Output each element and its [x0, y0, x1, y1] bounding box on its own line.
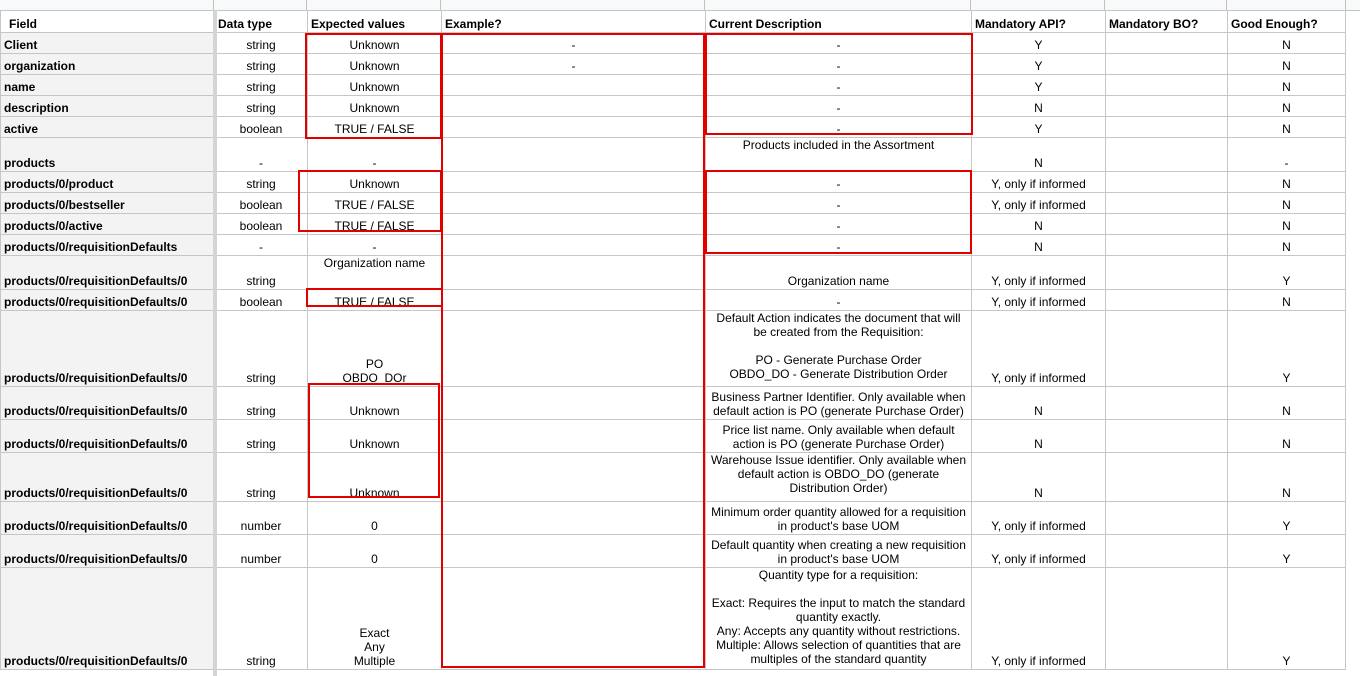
- table-row: [1, 420, 1346, 453]
- mandatory-bo-cell[interactable]: [1106, 138, 1228, 172]
- example-cell[interactable]: [442, 138, 706, 172]
- header-row: [1, 11, 1346, 33]
- table-row: [1, 387, 1346, 420]
- table-row: [1, 256, 1346, 290]
- mandatory-bo-cell[interactable]: [1106, 214, 1228, 235]
- good-enough-cell[interactable]: N: [1228, 235, 1346, 256]
- mandatory-api-cell[interactable]: N: [972, 387, 1106, 420]
- description-cell[interactable]: -: [706, 172, 972, 193]
- expected-values-cell[interactable]: TRUE / FALSE: [308, 193, 442, 214]
- example-cell[interactable]: [442, 172, 706, 193]
- good-enough-cell[interactable]: N: [1228, 193, 1346, 214]
- mandatory-api-cell[interactable]: Y, only if informed: [972, 290, 1106, 311]
- column-header-f[interactable]: [971, 0, 1105, 10]
- data-type-cell[interactable]: string: [215, 33, 308, 54]
- good-enough-cell[interactable]: Y: [1228, 311, 1346, 387]
- good-enough-cell[interactable]: Y: [1228, 256, 1346, 290]
- mandatory-api-cell[interactable]: N: [972, 235, 1106, 256]
- mandatory-bo-cell[interactable]: [1106, 235, 1228, 256]
- data-type-cell[interactable]: string: [215, 256, 308, 290]
- expected-values-cell[interactable]: -: [308, 138, 442, 172]
- data-type-cell[interactable]: boolean: [215, 193, 308, 214]
- column-header-g[interactable]: [1105, 0, 1227, 10]
- expected-values-cell[interactable]: TRUE / FALSE: [308, 214, 442, 235]
- good-enough-cell[interactable]: N: [1228, 420, 1346, 453]
- data-type-cell[interactable]: number: [215, 502, 308, 535]
- data-type-cell[interactable]: string: [215, 75, 308, 96]
- mandatory-bo-cell[interactable]: [1106, 117, 1228, 138]
- mandatory-bo-cell[interactable]: [1106, 172, 1228, 193]
- expected-values-cell[interactable]: 0: [308, 502, 442, 535]
- mandatory-api-cell[interactable]: Y: [972, 117, 1106, 138]
- expected-values-cell[interactable]: 0: [308, 535, 442, 568]
- description-cell[interactable]: Default quantity when creating a new requisition in product's base UOM: [706, 535, 972, 568]
- field-cell[interactable]: products/0/product: [1, 172, 215, 193]
- expected-values-cell[interactable]: -: [308, 235, 442, 256]
- example-cell[interactable]: [442, 420, 706, 453]
- sheet-body: [1, 11, 1346, 670]
- example-cell[interactable]: -: [442, 54, 706, 75]
- data-type-cell[interactable]: -: [215, 235, 308, 256]
- data-type-cell[interactable]: boolean: [215, 290, 308, 311]
- good-enough-cell[interactable]: -: [1228, 138, 1346, 172]
- spreadsheet-grid: [0, 10, 1346, 670]
- mandatory-api-cell[interactable]: N: [972, 96, 1106, 117]
- mandatory-bo-cell[interactable]: [1106, 290, 1228, 311]
- good-enough-cell[interactable]: N: [1228, 290, 1346, 311]
- mandatory-api-cell[interactable]: N: [972, 420, 1106, 453]
- expected-values-cell[interactable]: Exact Any Multiple: [308, 568, 442, 670]
- field-cell[interactable]: products/0/bestseller: [1, 193, 215, 214]
- table-row: [1, 290, 1346, 311]
- expected-values-cell[interactable]: TRUE / FALSE: [308, 117, 442, 138]
- description-cell[interactable]: -: [706, 235, 972, 256]
- field-cell[interactable]: name: [1, 75, 215, 96]
- column-header-h[interactable]: [1227, 0, 1346, 10]
- data-type-cell[interactable]: boolean: [215, 214, 308, 235]
- data-type-cell[interactable]: -: [215, 138, 308, 172]
- data-type-cell[interactable]: string: [215, 387, 308, 420]
- header-field[interactable]: Field: [1, 11, 215, 33]
- table-row: [1, 96, 1346, 117]
- expected-values-cell[interactable]: Unknown: [308, 54, 442, 75]
- good-enough-cell[interactable]: N: [1228, 117, 1346, 138]
- example-cell[interactable]: [442, 535, 706, 568]
- example-cell[interactable]: [442, 502, 706, 535]
- mandatory-bo-cell[interactable]: [1106, 96, 1228, 117]
- frozen-column-divider[interactable]: [213, 10, 217, 676]
- description-cell[interactable]: -: [706, 290, 972, 311]
- field-cell[interactable]: products/0/requisitionDefaults/0: [1, 502, 215, 535]
- spreadsheet-table: [0, 10, 1346, 670]
- example-cell[interactable]: -: [442, 33, 706, 54]
- example-cell[interactable]: [442, 193, 706, 214]
- mandatory-bo-cell[interactable]: [1106, 535, 1228, 568]
- data-type-cell[interactable]: string: [215, 453, 308, 502]
- column-header-a[interactable]: [0, 0, 214, 10]
- description-cell[interactable]: Business Partner Identifier. Only available when default action is PO (generate Purchase Order): [706, 387, 972, 420]
- good-enough-cell[interactable]: N: [1228, 33, 1346, 54]
- field-cell[interactable]: products/0/requisitionDefaults/0: [1, 256, 215, 290]
- header-good-enough[interactable]: Good Enough?: [1228, 11, 1346, 33]
- mandatory-bo-cell[interactable]: [1106, 311, 1228, 387]
- good-enough-cell[interactable]: Y: [1228, 568, 1346, 670]
- good-enough-cell[interactable]: N: [1228, 75, 1346, 96]
- example-cell[interactable]: [442, 235, 706, 256]
- mandatory-bo-cell[interactable]: [1106, 33, 1228, 54]
- expected-values-cell[interactable]: Unknown: [308, 172, 442, 193]
- expected-values-cell[interactable]: Unknown: [308, 75, 442, 96]
- example-cell[interactable]: [442, 96, 706, 117]
- good-enough-cell[interactable]: N: [1228, 96, 1346, 117]
- table-row: [1, 193, 1346, 214]
- column-header-d[interactable]: [441, 0, 705, 10]
- table-row: [1, 75, 1346, 96]
- mandatory-api-cell[interactable]: N: [972, 138, 1106, 172]
- mandatory-bo-cell[interactable]: [1106, 420, 1228, 453]
- example-cell[interactable]: [442, 256, 706, 290]
- field-cell[interactable]: products/0/requisitionDefaults/0: [1, 453, 215, 502]
- mandatory-api-cell[interactable]: Y: [972, 33, 1106, 54]
- table-row: [1, 502, 1346, 535]
- example-cell[interactable]: [442, 290, 706, 311]
- description-cell[interactable]: -: [706, 214, 972, 235]
- field-cell[interactable]: products/0/active: [1, 214, 215, 235]
- column-header-c[interactable]: [307, 0, 441, 10]
- description-cell[interactable]: -: [706, 33, 972, 54]
- description-cell[interactable]: Price list name. Only available when default action is PO (generate Purchase Order): [706, 420, 972, 453]
- table-row: [1, 214, 1346, 235]
- mandatory-bo-cell[interactable]: [1106, 453, 1228, 502]
- mandatory-bo-cell[interactable]: [1106, 502, 1228, 535]
- field-cell[interactable]: products/0/requisitionDefaults/0: [1, 290, 215, 311]
- good-enough-cell[interactable]: Y: [1228, 502, 1346, 535]
- data-type-cell[interactable]: string: [215, 420, 308, 453]
- mandatory-api-cell[interactable]: Y, only if informed: [972, 256, 1106, 290]
- table-row: [1, 453, 1346, 502]
- field-cell[interactable]: Client: [1, 33, 215, 54]
- good-enough-cell[interactable]: N: [1228, 54, 1346, 75]
- data-type-cell[interactable]: string: [215, 568, 308, 670]
- mandatory-bo-cell[interactable]: [1106, 256, 1228, 290]
- example-cell[interactable]: [442, 117, 706, 138]
- table-row: [1, 54, 1346, 75]
- mandatory-api-cell[interactable]: N: [972, 453, 1106, 502]
- mandatory-api-cell[interactable]: Y, only if informed: [972, 172, 1106, 193]
- column-header-e[interactable]: [705, 0, 971, 10]
- field-cell[interactable]: organization: [1, 54, 215, 75]
- example-cell[interactable]: [442, 453, 706, 502]
- description-cell[interactable]: -: [706, 54, 972, 75]
- field-cell[interactable]: products: [1, 138, 215, 172]
- good-enough-cell[interactable]: N: [1228, 172, 1346, 193]
- table-row: [1, 138, 1346, 172]
- data-type-cell[interactable]: string: [215, 96, 308, 117]
- description-cell[interactable]: Warehouse Issue identifier. Only available when default action is OBDO_DO (generate Distribution Order): [706, 453, 972, 502]
- mandatory-api-cell[interactable]: Y, only if informed: [972, 193, 1106, 214]
- good-enough-cell[interactable]: N: [1228, 387, 1346, 420]
- table-row: [1, 568, 1346, 670]
- expected-values-cell[interactable]: Unknown: [308, 453, 442, 502]
- example-cell[interactable]: [442, 568, 706, 670]
- mandatory-api-cell[interactable]: N: [972, 214, 1106, 235]
- header-data-type[interactable]: Data type: [215, 11, 308, 33]
- expected-values-cell[interactable]: Unknown: [308, 420, 442, 453]
- field-cell[interactable]: products/0/requisitionDefaults/0: [1, 387, 215, 420]
- data-type-cell[interactable]: string: [215, 54, 308, 75]
- expected-values-cell[interactable]: Unknown: [308, 33, 442, 54]
- good-enough-cell[interactable]: N: [1228, 453, 1346, 502]
- example-cell[interactable]: [442, 75, 706, 96]
- mandatory-api-cell[interactable]: Y, only if informed: [972, 311, 1106, 387]
- mandatory-bo-cell[interactable]: [1106, 54, 1228, 75]
- description-cell[interactable]: Quantity type for a requisition: Exact: Requires the input to match the standard quantity exactly. Any: Accepts any quantity without restrictions. Multiple: Allows selection of quantities that are multiples of the standard quantity: [706, 568, 972, 670]
- mandatory-api-cell[interactable]: Y: [972, 75, 1106, 96]
- example-cell[interactable]: [442, 387, 706, 420]
- field-cell[interactable]: products/0/requisitionDefaults/0: [1, 420, 215, 453]
- description-cell[interactable]: Minimum order quantity allowed for a requisition in product's base UOM: [706, 502, 972, 535]
- field-cell[interactable]: products/0/requisitionDefaults/0: [1, 535, 215, 568]
- expected-values-cell[interactable]: TRUE / FALSE: [308, 290, 442, 311]
- field-cell[interactable]: products/0/requisitionDefaults: [1, 235, 215, 256]
- mandatory-bo-cell[interactable]: [1106, 568, 1228, 670]
- table-row: [1, 535, 1346, 568]
- good-enough-cell[interactable]: N: [1228, 214, 1346, 235]
- field-cell[interactable]: products/0/requisitionDefaults/0: [1, 311, 215, 387]
- mandatory-api-cell[interactable]: Y: [972, 54, 1106, 75]
- description-cell[interactable]: Products included in the Assortment: [706, 138, 972, 172]
- mandatory-bo-cell[interactable]: [1106, 75, 1228, 96]
- good-enough-cell[interactable]: Y: [1228, 535, 1346, 568]
- column-header-b[interactable]: [214, 0, 307, 10]
- table-row: [1, 311, 1346, 387]
- mandatory-bo-cell[interactable]: [1106, 387, 1228, 420]
- header-mandatory-api[interactable]: Mandatory API?: [972, 11, 1106, 33]
- mandatory-bo-cell[interactable]: [1106, 193, 1228, 214]
- expected-values-cell[interactable]: Organization name: [308, 256, 442, 290]
- description-cell[interactable]: -: [706, 75, 972, 96]
- table-row: [1, 172, 1346, 193]
- data-type-cell[interactable]: number: [215, 535, 308, 568]
- data-type-cell[interactable]: string: [215, 311, 308, 387]
- header-current-description[interactable]: Current Description: [706, 11, 972, 33]
- description-cell[interactable]: -: [706, 193, 972, 214]
- expected-values-cell[interactable]: PO OBDO_DOr: [308, 311, 442, 387]
- header-expected-values[interactable]: Expected values: [308, 11, 442, 33]
- header-example[interactable]: Example?: [442, 11, 706, 33]
- expected-values-cell[interactable]: Unknown: [308, 96, 442, 117]
- field-cell[interactable]: products/0/requisitionDefaults/0: [1, 568, 215, 670]
- data-type-cell[interactable]: string: [215, 172, 308, 193]
- expected-values-cell[interactable]: Unknown: [308, 387, 442, 420]
- example-cell[interactable]: [442, 214, 706, 235]
- description-cell[interactable]: Default Action indicates the document that will be created from the Requisition: PO - Generate Purchase Order OBDO_DO - Generate Distribution Order: [706, 311, 972, 387]
- field-cell[interactable]: description: [1, 96, 215, 117]
- description-cell[interactable]: Organization name: [706, 256, 972, 290]
- description-cell[interactable]: -: [706, 96, 972, 117]
- description-cell[interactable]: -: [706, 117, 972, 138]
- table-row: [1, 117, 1346, 138]
- field-cell[interactable]: active: [1, 117, 215, 138]
- table-row: [1, 235, 1346, 256]
- example-cell[interactable]: [442, 311, 706, 387]
- mandatory-api-cell[interactable]: Y, only if informed: [972, 535, 1106, 568]
- table-row: [1, 33, 1346, 54]
- mandatory-api-cell[interactable]: Y, only if informed: [972, 568, 1106, 670]
- data-type-cell[interactable]: boolean: [215, 117, 308, 138]
- mandatory-api-cell[interactable]: Y, only if informed: [972, 502, 1106, 535]
- header-mandatory-bo[interactable]: Mandatory BO?: [1106, 11, 1228, 33]
